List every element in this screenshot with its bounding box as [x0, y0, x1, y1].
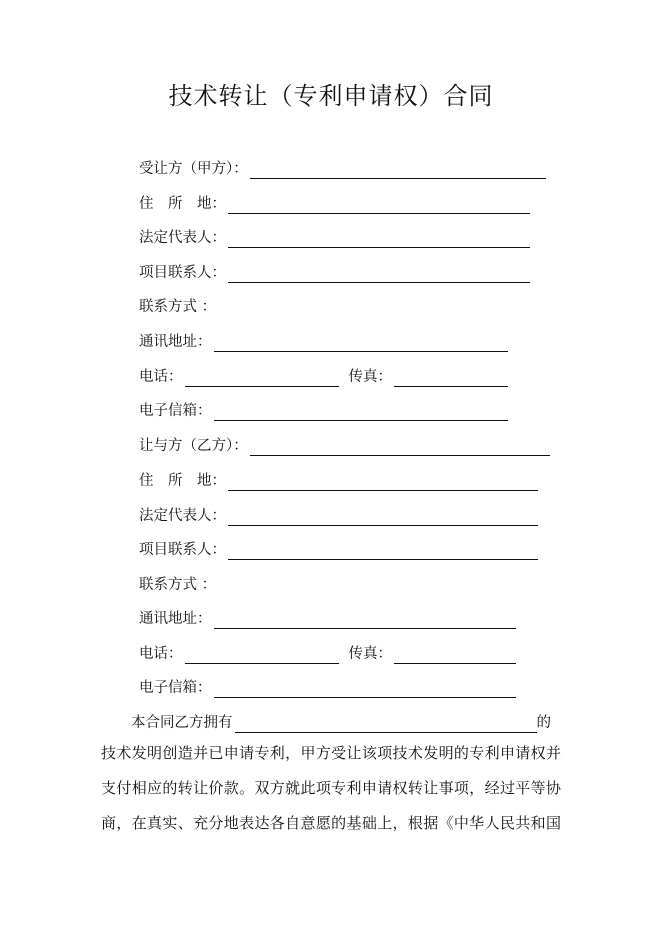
transferee-contact-row: [139, 257, 530, 283]
transferor-mail-address-field[interactable]: [214, 610, 516, 629]
transferor-contact-method-label: 联系方式 ：: [139, 577, 217, 593]
transferee-contact-method-row: [139, 291, 216, 317]
transferor-fax-field[interactable]: [394, 645, 516, 664]
body-line1-suffix: 的: [536, 715, 551, 731]
transferee-party-field[interactable]: [250, 160, 546, 179]
transferee-contact-label: 项目联系人：: [139, 265, 226, 281]
transferee-fax-field[interactable]: [394, 368, 508, 387]
transferor-mail-address-row: [139, 603, 516, 629]
body-line-3: 支付相应的转让价款。双方就此项专利申请权转让事项，经过平等协: [101, 779, 561, 797]
transferee-legal-rep-field[interactable]: [228, 229, 530, 248]
transferee-email-row: [139, 395, 508, 421]
body-paragraph: [101, 736, 561, 841]
transferee-mail-address-field[interactable]: [214, 333, 508, 352]
transferor-contact-field[interactable]: [228, 541, 538, 560]
patent-name-field[interactable]: [235, 714, 537, 733]
transferee-address-label: 住 所 地：: [139, 196, 226, 212]
transferor-email-label: 电子信箱：: [139, 680, 212, 696]
transferee-phone-fax-row: [139, 361, 508, 387]
transferor-phone-field[interactable]: [185, 645, 339, 664]
transferor-fax-label: 传真：: [348, 646, 392, 662]
transferor-contact-label: 项目联系人：: [139, 542, 226, 558]
body-line-4: 商，在真实、充分地表达各自意愿的基础上，根据《中华人民共和国: [101, 814, 561, 832]
transferee-mail-address-row: [139, 326, 508, 352]
transferor-legal-rep-field[interactable]: [228, 507, 538, 526]
transferee-party-row: [139, 153, 546, 179]
transferee-fax-label: 传真：: [348, 369, 392, 385]
transferor-address-label: 住 所 地：: [139, 473, 226, 489]
transferee-contact-field[interactable]: [228, 264, 530, 283]
transferee-party-label: 受让方（甲方）：: [139, 161, 248, 177]
transferor-party-row: [139, 430, 550, 456]
transferee-legal-rep-label: 法定代表人：: [139, 230, 226, 246]
transferor-phone-fax-row: [139, 638, 516, 664]
transferee-address-field[interactable]: [228, 195, 530, 214]
transferor-address-row: [139, 465, 538, 491]
transferee-mail-address-label: 通讯地址：: [139, 334, 212, 350]
transferor-contact-method-row: [139, 569, 216, 595]
transferor-party-field[interactable]: [250, 437, 550, 456]
transferee-contact-method-label: 联系方式 ：: [139, 299, 217, 315]
transferee-email-field[interactable]: [214, 402, 508, 421]
transferor-legal-rep-row: [139, 500, 538, 526]
transferor-mail-address-label: 通讯地址：: [139, 611, 212, 627]
transferee-phone-label: 电话：: [139, 369, 183, 385]
body-line1-prefix: 本合同乙方拥有: [131, 715, 233, 731]
document-title: 技术转让（专利申请权）合同: [168, 82, 494, 110]
transferor-email-row: [139, 672, 516, 698]
transferor-party-label: 让与方（乙方）：: [139, 438, 248, 454]
transferor-contact-row: [139, 534, 538, 560]
transferor-legal-rep-label: 法定代表人：: [139, 508, 226, 524]
transferor-phone-label: 电话：: [139, 646, 183, 662]
transferee-phone-field[interactable]: [185, 368, 339, 387]
transferee-address-row: [139, 188, 530, 214]
body-line-2: 技术发明创造并已申请专利，甲方受让该项技术发明的专利申请权并: [101, 744, 561, 762]
transferor-email-field[interactable]: [214, 679, 516, 698]
transferee-email-label: 电子信箱：: [139, 403, 212, 419]
body-line-1: [131, 707, 551, 733]
transferee-legal-rep-row: [139, 222, 530, 248]
transferor-address-field[interactable]: [228, 472, 538, 491]
